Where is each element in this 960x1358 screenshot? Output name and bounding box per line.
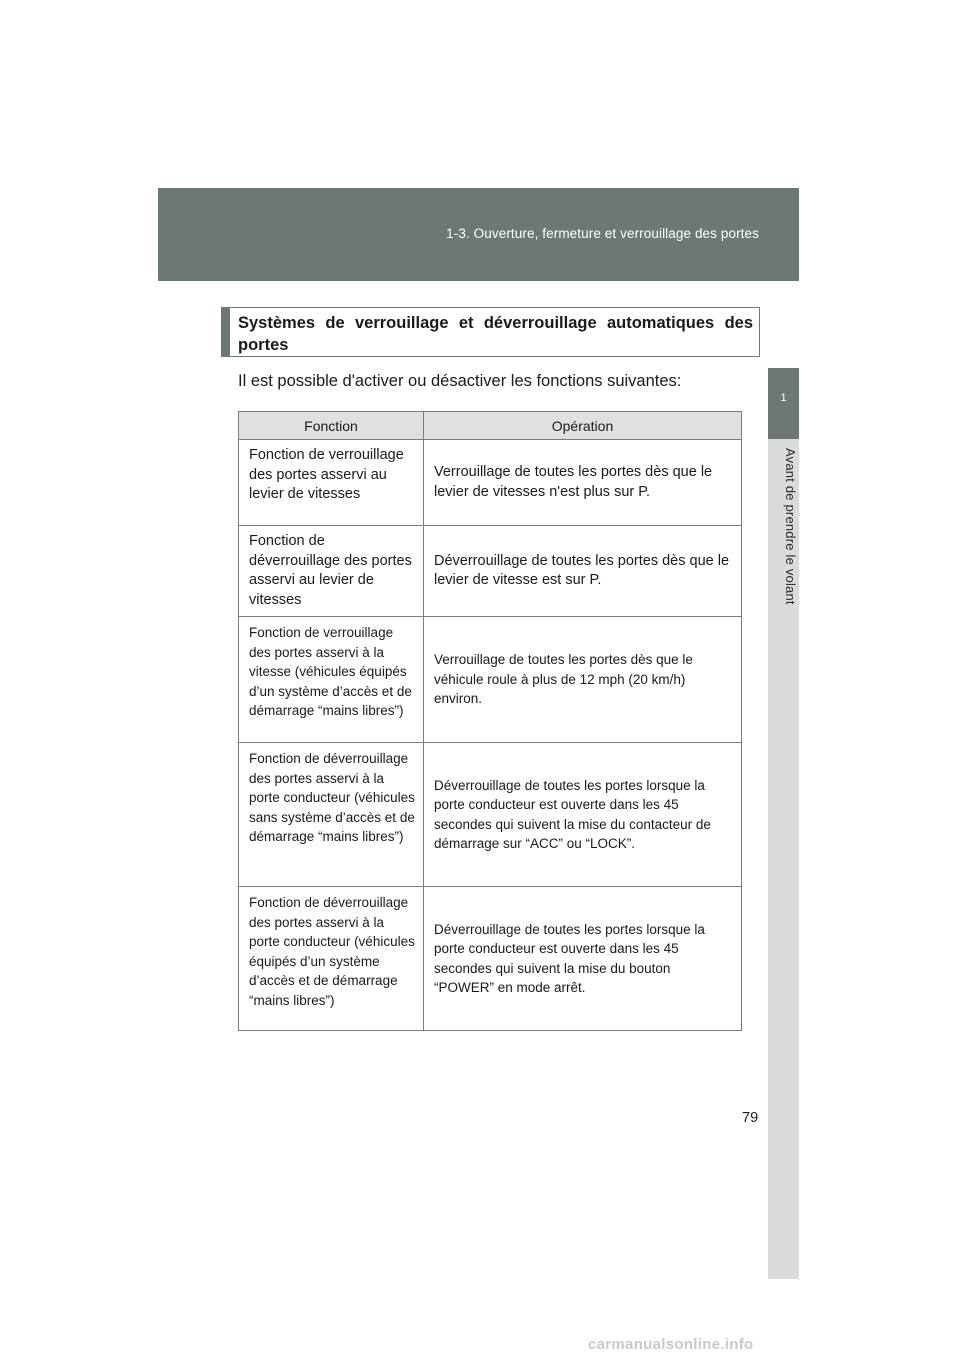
table-row — [239, 887, 742, 1031]
column-header-operation: Opération — [424, 412, 742, 440]
side-chapter-number: 1 — [780, 392, 787, 404]
watermark: carmanualsonline.info — [588, 1336, 754, 1353]
section-heading-box — [221, 307, 760, 357]
table-row — [239, 617, 742, 743]
table-cell-fonction: Fonction de déverrouillage des portes asservi à la porte conducteur (véhicules sans système d’accès et de démarrage “mains libres”) — [239, 743, 424, 887]
table-cell-fonction: Fonction de verrouillage des portes asservi à la vitesse (véhicules équipés d’un système d’accès et de démarrage “mains libres”) — [239, 617, 424, 743]
side-chapter-tab — [768, 368, 799, 439]
table-row — [239, 526, 742, 617]
side-rail-top — [768, 188, 799, 281]
table-row — [239, 440, 742, 526]
chapter-header-band — [158, 188, 799, 281]
table-cell-operation: Déverrouillage de toutes les portes dès que le levier de vitesse est sur P. — [424, 526, 742, 617]
table-cell-fonction: Fonction de verrouillage des portes asservi au levier de vitesses — [239, 440, 424, 526]
table-cell-fonction: Fonction de déverrouillage des portes asservi au levier de vitesses — [239, 526, 424, 617]
table-cell-operation: Déverrouillage de toutes les portes lorsque la porte conducteur est ouverte dans les 45 secondes qui suivent la mise du bouton “POWER” en mode arrêt. — [424, 887, 742, 1031]
intro-text: Il est possible d'activer ou désactiver les fonctions suivantes: — [238, 372, 682, 390]
table-row — [239, 743, 742, 887]
chapter-header-title: 1-3. Ouverture, fermeture et verrouillage des portes — [446, 226, 759, 241]
function-table — [238, 411, 742, 1031]
table-cell-operation: Verrouillage de toutes les portes dès que le levier de vitesses n'est plus sur P. — [424, 440, 742, 526]
table-header-row — [239, 412, 742, 440]
section-title: Systèmes de verrouillage et déverrouillage automatiques des portes — [238, 314, 753, 354]
table-cell-operation: Verrouillage de toutes les portes dès que le véhicule roule à plus de 12 mph (20 km/h) environ. — [424, 617, 742, 743]
side-chapter-label: Avant de prendre le volant — [783, 448, 798, 605]
page-number: 79 — [742, 1110, 759, 1126]
table-cell-operation: Déverrouillage de toutes les portes lorsque la porte conducteur est ouverte dans les 45 secondes qui suivent la mise du contacteur de démarrage sur “ACC” ou “LOCK”. — [424, 743, 742, 887]
column-header-fonction: Fonction — [239, 412, 424, 440]
table-cell-fonction: Fonction de déverrouillage des portes asservi à la porte conducteur (véhicules équipés d’un système d’accès et de démarrage “mains libres”) — [239, 887, 424, 1031]
